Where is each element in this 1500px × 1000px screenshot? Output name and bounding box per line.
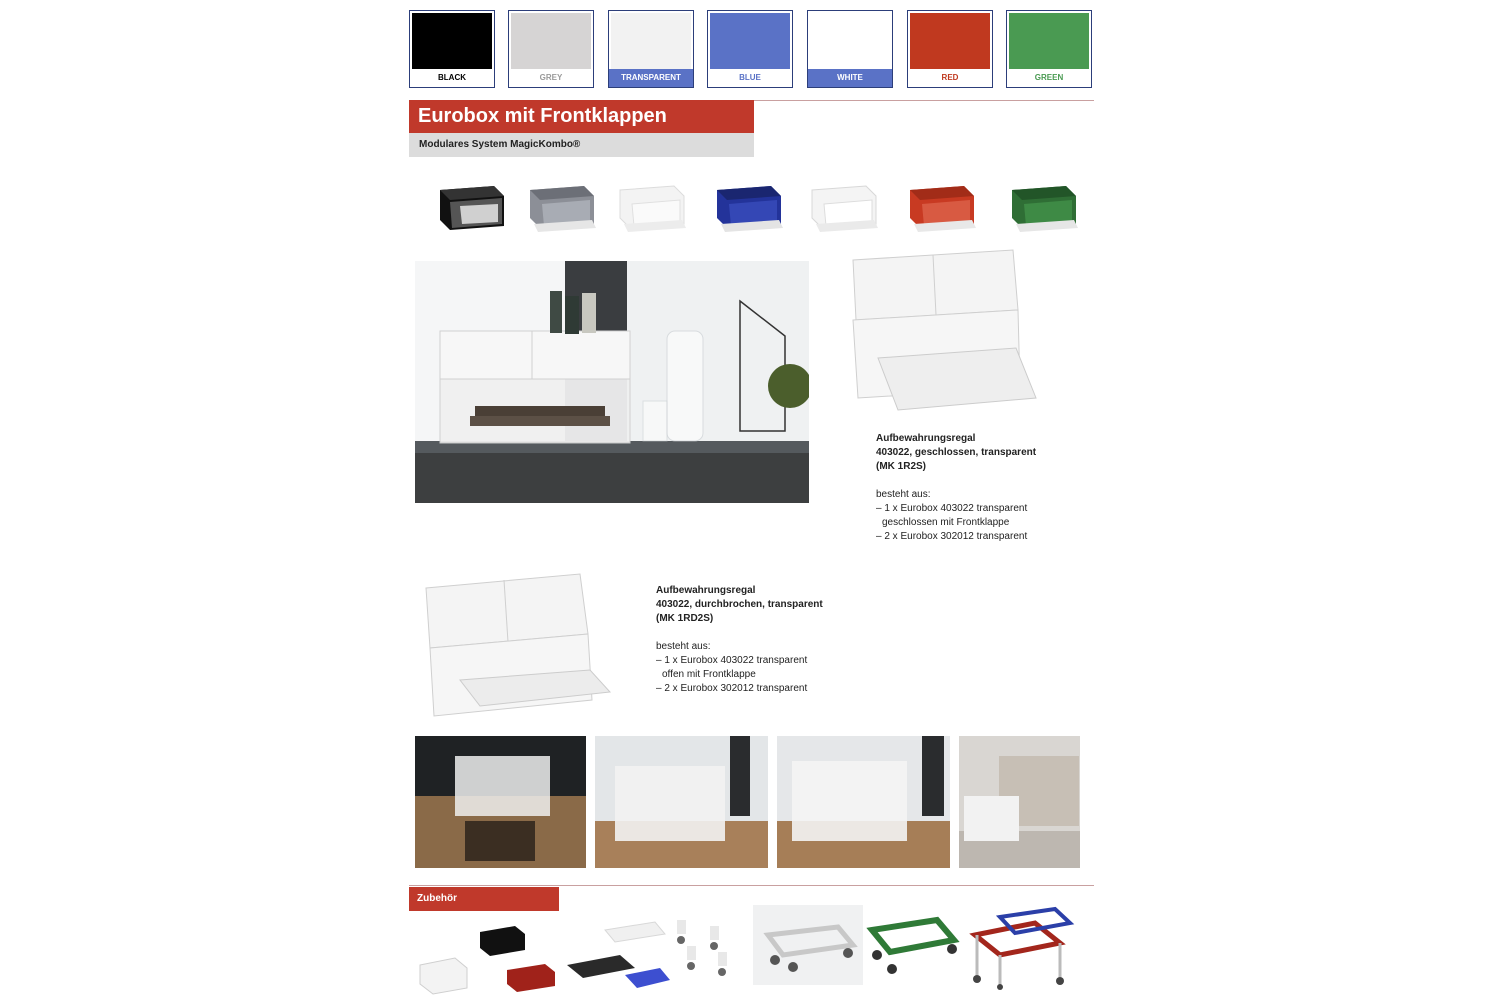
page-subtitle: Modulares System MagicKombo®: [409, 133, 754, 157]
caption-item-detail: geschlossen mit Frontklappe: [882, 517, 1010, 528]
swatch-blue[interactable]: [707, 10, 793, 88]
swatch-fill: [910, 13, 990, 69]
accessory-stack-trolley-image[interactable]: [965, 905, 1075, 990]
shelf-closed-caption: [876, 432, 1036, 544]
swatch-label: WHITE: [808, 69, 892, 87]
eurobox-green-image[interactable]: [1008, 178, 1080, 234]
eurobox-blue-image[interactable]: [713, 178, 785, 234]
eurobox-white-image[interactable]: [808, 178, 880, 234]
usage-photo-illustration: [777, 736, 950, 868]
caption-item: – 2 x Eurobox 302012 transparent: [656, 683, 808, 694]
swatch-transparent[interactable]: [608, 10, 694, 88]
accessory-dolly-grey-image[interactable]: [753, 905, 863, 985]
accessory-lids-and-boxes-image[interactable]: [415, 920, 745, 995]
accessory-dolly-green-image[interactable]: [862, 915, 962, 980]
caption-article: 403022, durchbrochen, transparent: [656, 599, 823, 610]
lifestyle-photo: [415, 261, 809, 503]
swatch-fill: [710, 13, 790, 69]
swatch-label: BLACK: [410, 69, 494, 87]
page-title: Eurobox mit Frontklappen: [409, 100, 754, 133]
caption-article: 403022, geschlossen, transparent: [876, 447, 1037, 458]
swatch-fill: [511, 13, 591, 69]
shelf-closed-image[interactable]: [848, 248, 1038, 420]
eurobox-red-image[interactable]: [906, 178, 978, 234]
swatch-label: RED: [908, 69, 992, 87]
caption-code: (MK 1RD2S): [656, 613, 714, 624]
swatch-black[interactable]: [409, 10, 495, 88]
header-rule: [754, 100, 1094, 101]
caption-item: – 1 x Eurobox 403022 transparent: [876, 503, 1028, 514]
caption-title: Aufbewahrungsregal: [656, 585, 756, 596]
caption-item: – 2 x Eurobox 302012 transparent: [876, 531, 1028, 542]
swatch-grey[interactable]: [508, 10, 594, 88]
shelf-open-image[interactable]: [420, 570, 612, 726]
usage-photo-illustration: [959, 736, 1080, 868]
usage-photo-1[interactable]: [415, 736, 586, 868]
usage-photo-illustration: [415, 736, 586, 868]
swatch-label: GREY: [509, 69, 593, 87]
swatch-green[interactable]: [1006, 10, 1092, 88]
swatch-fill: [810, 13, 890, 69]
swatch-red[interactable]: [907, 10, 993, 88]
eurobox-black-image[interactable]: [436, 178, 508, 234]
caption-code: (MK 1R2S): [876, 461, 927, 472]
caption-consists: besteht aus:: [876, 489, 931, 500]
shelf-closed-illustration: [848, 248, 1038, 420]
swatch-fill: [611, 13, 691, 69]
accessories-label: Zubehör: [409, 887, 559, 911]
lifestyle-photo-illustration: [415, 261, 809, 503]
eurobox-transparent-image[interactable]: [616, 178, 688, 234]
swatch-label: TRANSPARENT: [609, 69, 693, 87]
usage-photo-4[interactable]: [959, 736, 1080, 868]
caption-item: – 1 x Eurobox 403022 transparent: [656, 655, 808, 666]
usage-photo-2[interactable]: [595, 736, 768, 868]
swatch-label: GREEN: [1007, 69, 1091, 87]
usage-photo-illustration: [595, 736, 768, 868]
caption-title: Aufbewahrungsregal: [876, 433, 976, 444]
shelf-open-illustration: [420, 570, 612, 726]
swatch-fill: [1009, 13, 1089, 69]
caption-item-detail: offen mit Frontklappe: [662, 669, 756, 680]
swatch-fill: [412, 13, 492, 69]
accessories-rule: [409, 885, 1094, 886]
shelf-open-caption: [656, 584, 823, 696]
swatch-label: BLUE: [708, 69, 792, 87]
eurobox-grey-image[interactable]: [526, 178, 598, 234]
usage-photo-3[interactable]: [777, 736, 950, 868]
caption-consists: besteht aus:: [656, 641, 711, 652]
swatch-white[interactable]: [807, 10, 893, 88]
